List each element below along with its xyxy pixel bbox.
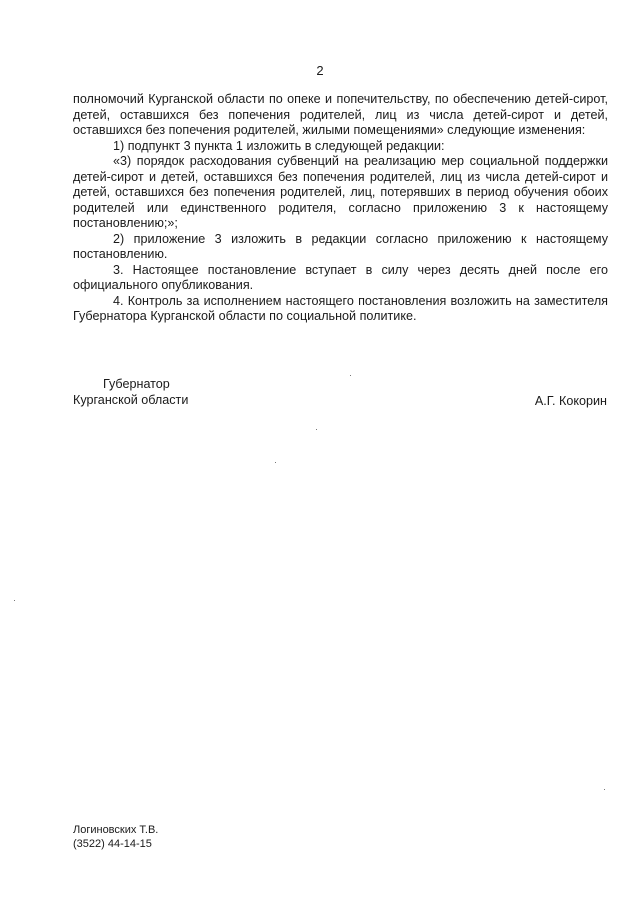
scan-speck: [316, 429, 317, 430]
paragraph-item-1: 1) подпункт 3 пункта 1 изложить в следующей редакции:: [113, 138, 445, 153]
document-body: [73, 92, 608, 325]
signature-name: А.Г. Кокорин: [534, 394, 607, 408]
executor-phone: (3522) 44-14-15: [73, 838, 152, 850]
signature-region: Курганской области: [73, 392, 189, 407]
paragraph-intro: полномочий Курганской области по опеке и попечительству, по обеспечению детей-сирот, детей, оставшихся без попечения родителей, лиц из числа детей-сирот и детей, оставшихся без попечения родителей, жилыми помещениями» следующие изменения:: [73, 92, 608, 137]
scan-speck: [604, 789, 605, 790]
paragraph-quoted-text: «3) порядок расходования субвенций на реализацию мер социальной поддержки детей-сирот и детей, оставшихся без попечения родителей, лиц из числа детей-сирот и детей, оставшихся без попечения родителей, лиц, потерявших в период обучения обоих родителей или единственного родителя, согласно приложению 3 к настоящему постановлению;»;: [73, 154, 608, 230]
page-number: 2: [316, 63, 324, 78]
paragraph-item-3: 3. Настоящее постановление вступает в силу через десять дней после его официального опубликования.: [73, 262, 608, 292]
signature-position: Губернатор: [103, 377, 170, 391]
signature-title: [73, 377, 188, 408]
scan-speck: [350, 375, 351, 376]
paragraph-item-4: 4. Контроль за исполнением настоящего постановления возложить на заместителя Губернатора Курганской области по социальной политике.: [73, 293, 608, 323]
scan-speck: [275, 462, 276, 463]
executor-name: Логиновских Т.В.: [73, 824, 159, 836]
scan-speck: [14, 600, 15, 601]
paragraph-item-2: 2) приложение 3 изложить в редакции согласно приложению к настоящему постановлению.: [73, 231, 608, 261]
executor-footer: [73, 823, 158, 851]
